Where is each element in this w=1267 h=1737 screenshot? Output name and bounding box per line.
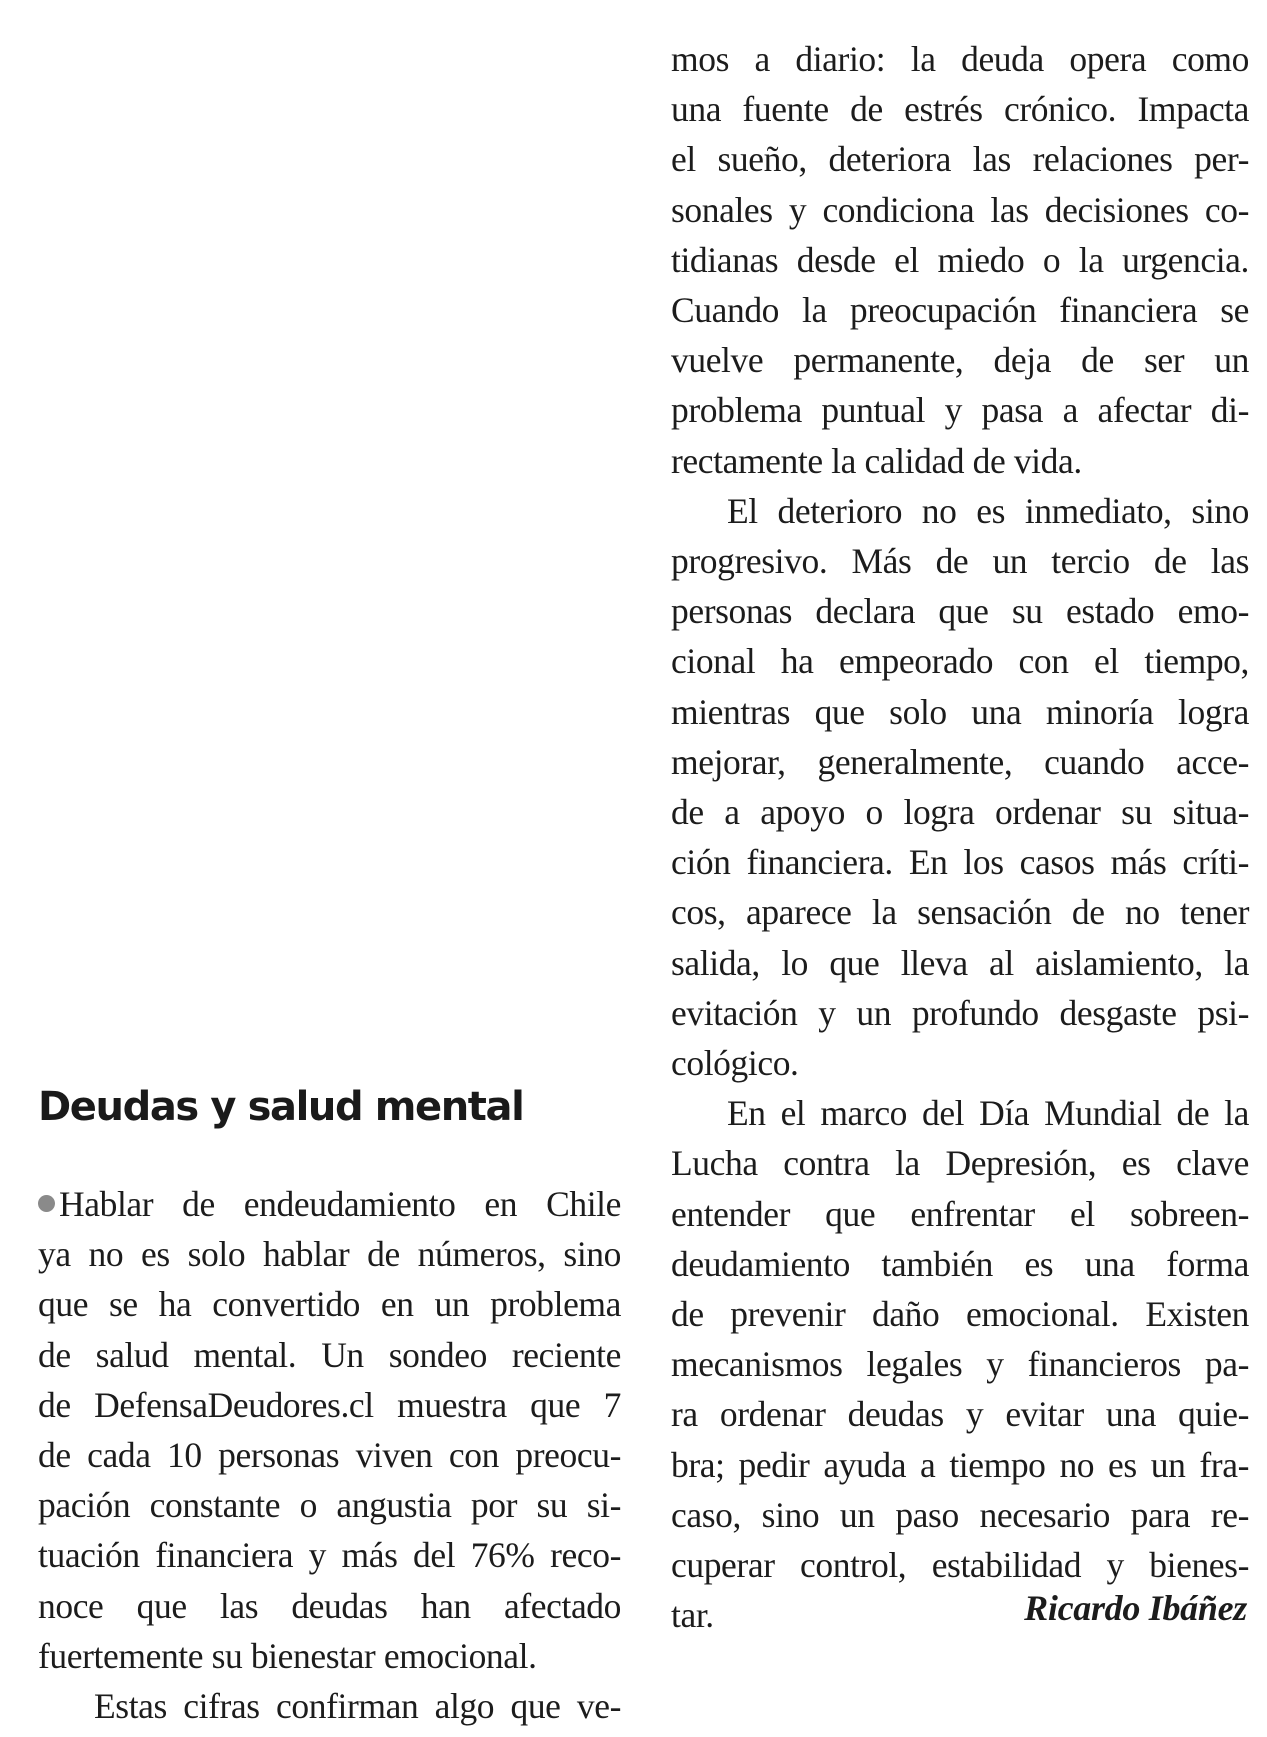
paragraph-line: personas declara que su estado emo-	[671, 591, 1249, 632]
bullet-icon	[38, 1195, 55, 1212]
paragraph-line: una fuente de estrés crónico. Impacta	[671, 89, 1249, 130]
article-right-column	[671, 34, 1249, 1641]
paragraph-line: Estas cifras confirman algo que ve-	[94, 1686, 621, 1727]
paragraph-line: noce que las deudas han afectado	[38, 1585, 621, 1626]
paragraph-line: cional ha empeorado con el tiempo,	[671, 641, 1249, 682]
paragraph-line: ya no es solo hablar de números, sino	[38, 1234, 621, 1275]
paragraph-line: mientras que solo una minoría logra	[671, 691, 1249, 732]
paragraph-line: progresivo. Más de un tercio de las	[671, 541, 1249, 582]
paragraph-line: de salud mental. Un sondeo reciente	[38, 1334, 621, 1375]
article-headline: Deudas y salud mental	[38, 1084, 524, 1130]
paragraph-line: de DefensaDeudores.cl muestra que 7	[38, 1384, 621, 1425]
paragraph-line: tidianas desde el miedo o la urgencia.	[671, 239, 1249, 280]
paragraph-line: El deterioro no es inmediato, sino	[727, 490, 1249, 531]
author-byline: Ricardo Ibáñez	[1024, 1588, 1247, 1628]
paragraph-line	[38, 1179, 621, 1229]
paragraph-line: entender que enfrentar el sobreen-	[671, 1193, 1249, 1234]
paragraph-line: rectamente la calidad de vida.	[671, 440, 1082, 481]
paragraph-line: mos a diario: la deuda opera como	[671, 39, 1249, 79]
paragraph-line: tuación financiera y más del 76% reco-	[38, 1535, 621, 1576]
paragraph-line: el sueño, deteriora las relaciones per-	[671, 139, 1249, 180]
paragraph-line: salida, lo que lleva al aislamiento, la	[671, 942, 1249, 983]
paragraph-line: caso, sino un paso necesario para re-	[671, 1494, 1249, 1535]
paragraph-line: fuertemente su bienestar emocional.	[38, 1635, 537, 1676]
paragraph-line: pación constante o angustia por su si-	[38, 1485, 621, 1526]
paragraph-line: ción financiera. En los casos más críti-	[671, 842, 1249, 883]
article-left-column	[38, 1179, 621, 1731]
paragraph-line: evitación y un profundo desgaste psi-	[671, 992, 1249, 1033]
paragraph-line: sonales y condiciona las decisiones co-	[671, 189, 1249, 230]
paragraph-line: Cuando la preocupación financiera se	[671, 290, 1249, 331]
paragraph-line: de cada 10 personas viven con preocu-	[38, 1435, 621, 1476]
paragraph-line: Lucha contra la Depresión, es clave	[671, 1143, 1249, 1184]
paragraph-line: cológico.	[671, 1043, 799, 1084]
paragraph-line-text: Hablar de endeudamiento en Chile	[59, 1184, 621, 1224]
paragraph-line: de prevenir daño emocional. Existen	[671, 1294, 1249, 1335]
paragraph-line: vuelve permanente, deja de ser un	[671, 340, 1249, 381]
paragraph-line: cuperar control, estabilidad y bienes-	[671, 1545, 1249, 1586]
paragraph-line: En el marco del Día Mundial de la	[727, 1093, 1249, 1134]
paragraph-line: mejorar, generalmente, cuando acce-	[671, 741, 1249, 782]
paragraph-line: cos, aparece la sensación de no tener	[671, 892, 1249, 933]
paragraph-line: tar.	[671, 1595, 714, 1636]
paragraph-line: bra; pedir ayuda a tiempo no es un fra-	[671, 1444, 1249, 1485]
paragraph-line: problema puntual y pasa a afectar di-	[671, 390, 1249, 431]
paragraph-line: que se ha convertido en un problema	[38, 1284, 621, 1325]
paragraph-line: de a apoyo o logra ordenar su situa-	[671, 792, 1249, 833]
paragraph-line: ra ordenar deudas y evitar una quie-	[671, 1394, 1249, 1435]
paragraph-line: mecanismos legales y financieros pa-	[671, 1344, 1249, 1385]
paragraph-line: deudamiento también es una forma	[671, 1243, 1249, 1284]
